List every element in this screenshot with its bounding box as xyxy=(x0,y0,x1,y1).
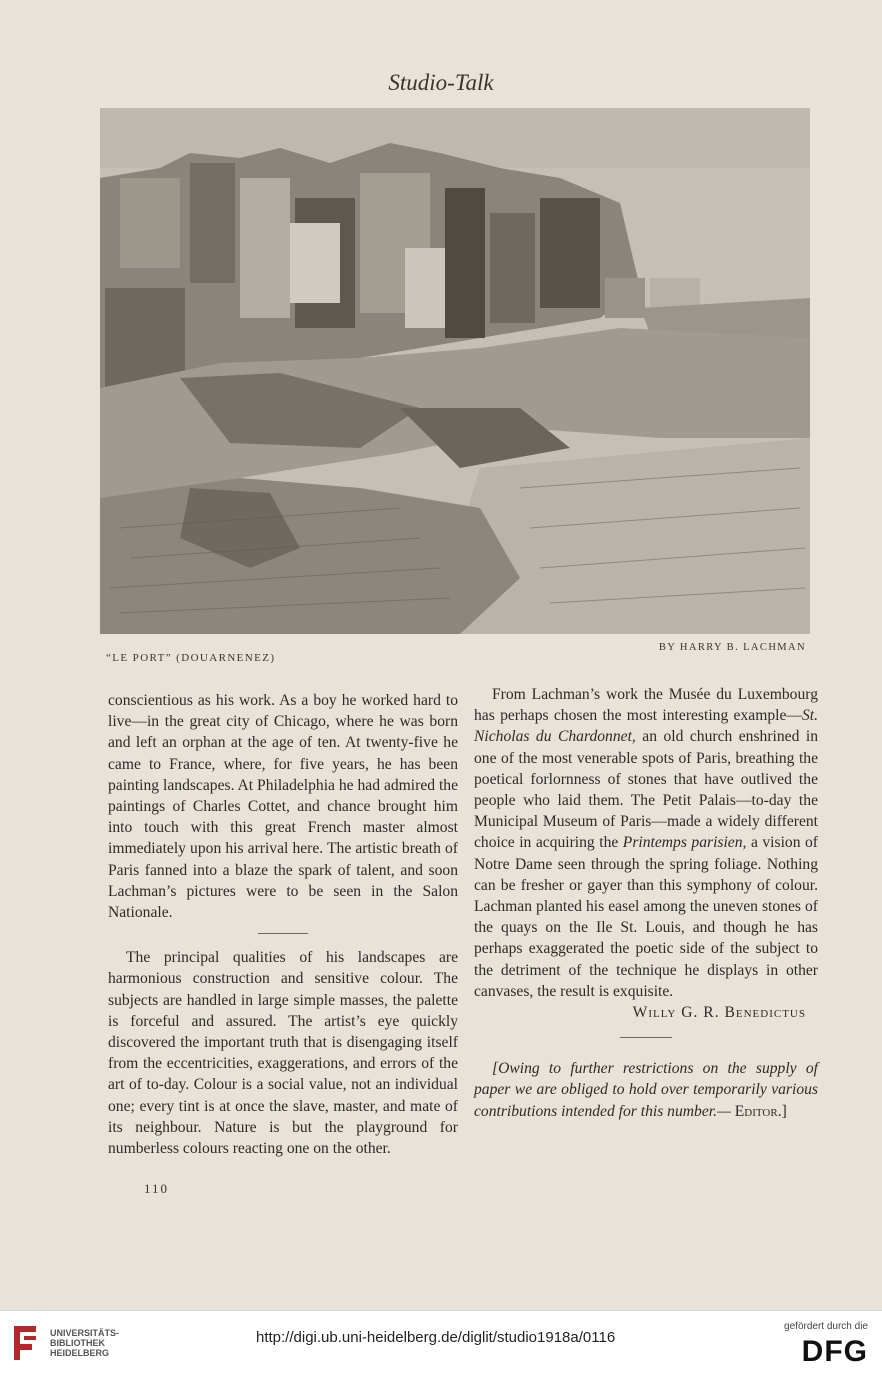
permalink-url[interactable]: http://digi.ub.uni-heidelberg.de/diglit/studio1918a/0116 xyxy=(256,1329,616,1346)
plate-caption-artist: BY HARRY B. LACHMAN xyxy=(658,642,806,653)
funding-note: gefördert durch die xyxy=(784,1321,868,1332)
section-divider xyxy=(258,933,308,934)
dfg-logo: DFG xyxy=(801,1335,868,1368)
artwork-title: St. Nicholas du Chardonnet, xyxy=(474,707,818,746)
paragraph: The principal qualities of his landscapes are harmonious construction and sensitive colour. The subjects are handled in large simple masses, the palette is forceful and assured. The artist’s eye quickly discovered the important truth that is disengaging itself from the eccentricities, exaggerations, and errors of the art of to-day. Colour is a social value, not an individual one; every tint is at once the slave, master, and mate of its neighbour. Nature is but the playground for numberless colours reacting one on the other. xyxy=(108,949,458,1158)
article-left-column xyxy=(108,690,458,1159)
editor-note: [Owing to further restrictions on the supply of paper we are obliged to hold over temporarily various contributions intended for this number.— Editor.] xyxy=(474,1060,818,1120)
paragraph: conscientious as his work. As a boy he worked hard to live—in the great city of Chicago, where he was born and left an orphan at the age of ten. At twenty-five he came to France, where, for five years, he has been painting landscapes. At Philadelphia he had admired the paintings of Charles Cottet, and chance brought him into touch with this great French master almost immediately upon his arrival here. The artistic breath of Paris fanned into a blaze the spark of talent, and soon Lachman’s pictures were to be seen in the Salon Nationale. xyxy=(108,692,458,922)
digitization-footer xyxy=(0,1310,882,1376)
page-number: 110 xyxy=(144,1181,170,1196)
harbour-town-etching xyxy=(100,108,810,634)
illustration-plate xyxy=(100,108,810,634)
library-logo-icon xyxy=(10,1320,40,1366)
artwork-title: Printemps parisien, xyxy=(622,834,747,852)
running-title: Studio-Talk xyxy=(388,70,494,95)
author-signature: Willy G. R. Benedictus xyxy=(632,1004,806,1022)
paragraph: From Lachman’s work the Musée du Luxembourg has perhaps chosen the most interesting example—St. Nicholas du Chardonnet, an old church enshrined in one of the most venerable spots of Paris, breathing the poetical forlornness of stones that have outlived the people who laid them. The Petit Palais—to-day the Municipal Museum of Paris—made a widely different choice in acquiring the Printemps parisien, a vision of Notre Dame seen through the spring foliage. Nothing can be fresher or gayer than this symphony of colour. Lachman planted his easel among the uneven stones of the quays on the Ile St. Louis, and though he has perhaps exaggerated the poetic side of the subject to the detriment of the technique he displays in other canvases, the result is exquisite. xyxy=(474,686,819,1000)
plate-caption-title: “LE PORT” (DOUARNENEZ) xyxy=(106,652,276,664)
library-name: UNIVERSITÄTS- BIBLIOTHEK HEIDELBERG xyxy=(50,1328,120,1358)
article-right-column xyxy=(474,684,818,1122)
section-divider xyxy=(620,1037,672,1038)
